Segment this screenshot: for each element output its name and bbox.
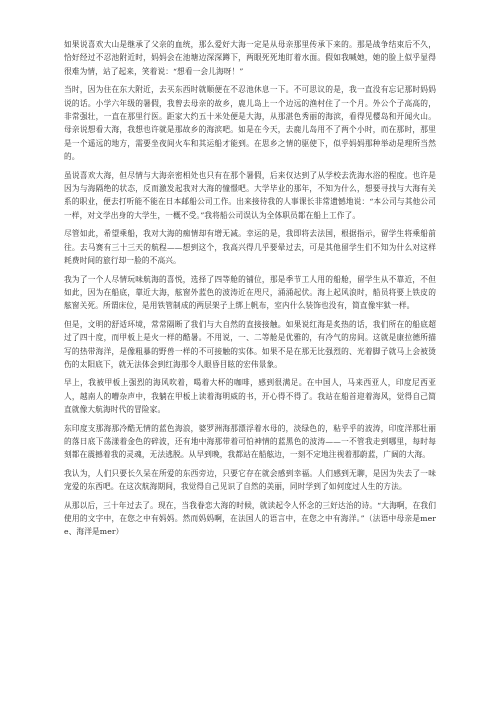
paragraph-9: 我认为，人们只要长久呆在所爱的东西旁边，只要它存在就会感到幸福。人们感到无聊，是因为失去了一味宠爱的东西吧。在这次航海期间，我觉得自己见识了自然的美丽，同时学到了如何度过人生的方法。 bbox=[64, 468, 436, 492]
paragraph-5: 我为了一个人尽情玩味航海的喜悦，选择了四等舱的铺位，那是季节工人用的船舱，留学生从不靠近，不但如此，因为在船底，靠近大海，舷窗外蓝色的波涛近在咫尺，涌涌起伏。海上起风浪时，船员将要上铁皮的舷窗关死。所谓床位，是用铁管制成的两层架子上绑上帆布，室内什么装饰也没有，简直像牢狱一样。 bbox=[64, 274, 436, 311]
paragraph-1: 如果说喜欢大山是继承了父亲的血统，那么爱好大海一定是从母亲那里传承下来的。那是战争结束后不久，恰好经过不忍池附近时，妈妈会在池塘边深深蹲下，两眼死死地盯着水面。假如我喊她，她的脸上似乎显得很难为情，站了起来，笑着说：“想看一会儿海呀！” bbox=[64, 40, 436, 76]
paragraph-3: 虽说喜欢大海，但尽情与大海亲密相处也只有在那个暑假，后来仅达到了从学校去洗海水浴的程度。也许是因为与海隔绝的状态，反而激发起我对大海的憧憬吧。大学毕业的那年，不知为什么，想要寻找与大海有关系的职业，便去打听能不能在日本邮船公司工作。出来接待我的人事课长非常遗憾地说：“本公司与其他公司一样，对文学出身的大学生，一概不受。”我将船公司误认为全体职员都在船上工作了。 bbox=[64, 170, 436, 220]
paragraph-2: 当时，因为住在东大附近，去买东西时就顺便在不忍池休息一下。不可思议的是，我一直没有忘记那时妈妈说的话。小学六年级的暑假，我曾去母亲的故乡，鹿儿岛上一个边远的渔村住了一个月。外公个子高高的，非常强壮，一直在那里行医。距家大约五十米处便是大海，从那湛色秀丽的海滨，看得见樱岛和开闻火山。母亲说想看大海，我想也许就是那故乡的海滨吧。如是在今天，去鹿儿岛用不了两个小时，而在那时，那里是一个遥远的地方，需要坐夜间火车和其运船才能到。在思乡之情的驱使下，似乎妈妈那种举动是理所当然的。 bbox=[64, 85, 436, 162]
paragraph-10: 从那以后，三十年过去了。现在，当我眷恋大海的时候，就读起令人怀念的三好达治的诗。“大海啊，在我们使用的文字中，在您之中有妈妈。然而妈妈啊，在法国人的语言中，在您之中有海洋。”（法语中母亲是mere、海洋是mer） bbox=[64, 500, 436, 537]
paragraph-4: 尽管如此，希望乘船，我对大海的痴情却有增无减。幸运的是，我即将去法国，根据指示，留学生将乘船前往。去马赛有三十三天的航程——想到这个，我高兴得几乎要晕过去，可是其他留学生们不知为什么对这样耗费时间的旅行却一脸的不高兴。 bbox=[64, 229, 436, 266]
paragraph-6: 但是，文明的舒适环境，常常隔断了我们与大自然的直接接触。如果说红海是炙热的话，我们所在的船底超过了四十度，而甲板上是火一样的酷暑。不用说，一、二等舱是优雅的，有冷气的房间。这就是康拉德所描写的热带海洋，是像粗暴的野兽一样的不可接触的实体。如果不是在那无比强烈的、光着脚子就马上会被烫伤的太阳底下，就无法体会到红海那令人眼昏目眩的宏伟景象。 bbox=[64, 319, 436, 369]
paragraph-8: 东印度支那海那冷酷无情的蓝色海浪，婆罗洲海那漂浮着水母的，淡绿色的，粘乎乎的波涛，印度洋那壮丽的落日底下荡漾着金色的碎波，还有地中海那带着可怕神情的蓝黑色的波涛——一不管我走到哪里，每时每刻都在震撼着我的灵魂，无法逃脱。从早到晚，我都站在船舷边，一刻不定地注视着那蔚蓝，广阔的大海。 bbox=[64, 423, 436, 460]
paragraph-7: 早上，我被甲板上强烈的海风吹着，喝着大杯的咖啡，感到很满足。在中国人，马来西亚人，印度尼西亚人，越南人的嘈杂声中，我躺在甲板上读着海明威的书，开心得不得了。我站在船首迎着海风，觉得自己简直就像大航海时代的冒险家。 bbox=[64, 378, 436, 415]
